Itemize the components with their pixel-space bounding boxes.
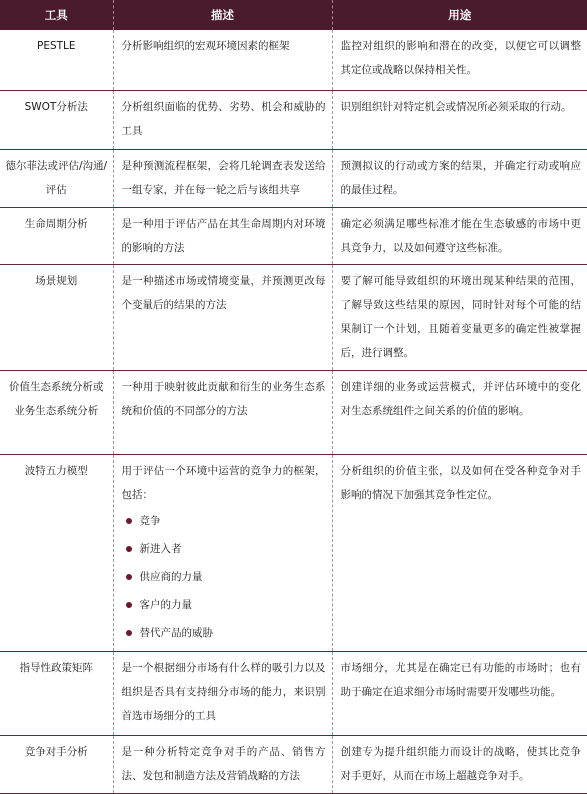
tool-cell: 指导性政策矩阵 bbox=[0, 651, 113, 735]
list-item bbox=[122, 507, 326, 535]
description-cell bbox=[113, 454, 332, 651]
header-usage: 用途 bbox=[332, 0, 587, 30]
list-item-label: 新进入者 bbox=[139, 542, 182, 555]
table-row bbox=[0, 735, 587, 793]
tool-cell: 生命周期分析 bbox=[0, 207, 113, 264]
usage-cell: 预测拟议的行动或方案的结果，并确定行动或响应的最佳过程。 bbox=[332, 149, 587, 207]
usage-cell: 要了解可能导致组织的环境出现某种结果的范围，了解导致这些结果的原因，同时针对每个可能的结果制订一个计划，且随着变量更多的确定性被掌握后，进行调整。 bbox=[332, 264, 587, 370]
table-row bbox=[0, 90, 587, 149]
description-cell: 一种用于映射彼此贡献和衍生的业务生态系统和价值的不同部分的方法 bbox=[113, 370, 332, 454]
table-row bbox=[0, 651, 587, 735]
description-cell: 是种预测流程框架，会将几轮调查表发送给一组专家，并在每一轮之后与该组共享 bbox=[113, 149, 332, 207]
usage-cell: 创建专为提升组织能力而设计的战略，使其比竞争对手更好，从而在市场上超越竞争对手。 bbox=[332, 735, 587, 793]
usage-cell: 确定必须满足哪些标准才能在生态敏感的市场中更具竞争力，以及如何遵守这些标准。 bbox=[332, 207, 587, 264]
table-row bbox=[0, 149, 587, 207]
header-tool: 工具 bbox=[0, 0, 113, 30]
bullet-icon bbox=[126, 546, 132, 552]
table-row bbox=[0, 370, 587, 454]
tool-cell: 价值生态系统分析或业务生态系统分析 bbox=[0, 370, 113, 454]
bullet-icon bbox=[126, 602, 132, 608]
description-cell: 是一个根据细分市场有什么样的吸引力以及组织是否具有支持细分市场的能力，来识别首选市场细分的工具 bbox=[113, 651, 332, 735]
tool-cell: PESTLE bbox=[0, 30, 113, 90]
description-cell: 是一种分析特定竞争对手的产品、销售方法、发包和制造方法及营销战略的方法 bbox=[113, 735, 332, 793]
table-row bbox=[0, 207, 587, 264]
list-item bbox=[122, 563, 326, 591]
list-item-label: 竞争 bbox=[139, 514, 161, 527]
list-item-label: 客户的力量 bbox=[139, 598, 192, 611]
bullet-icon bbox=[126, 518, 132, 524]
usage-cell: 监控对组织的影响和潜在的改变，以便它可以调整其定位或战略以保持相关性。 bbox=[332, 30, 587, 90]
description-cell: 分析影响组织的宏观环境因素的框架 bbox=[113, 30, 332, 90]
table-row bbox=[0, 264, 587, 370]
description-cell: 是一种用于评估产品在其生命周期内对环境的影响的方法 bbox=[113, 207, 332, 264]
usage-cell: 分析组织的价值主张，以及如何在受各种竞争对手影响的情况下加强其竞争性定位。 bbox=[332, 454, 587, 651]
usage-cell: 市场细分，尤其是在确定已有功能的市场时；也有助于确定在追求细分市场时需要开发哪些功能。 bbox=[332, 651, 587, 735]
usage-cell: 识别组织针对特定机会或情况所必须采取的行动。 bbox=[332, 90, 587, 149]
table-row bbox=[0, 30, 587, 90]
list-item bbox=[122, 535, 326, 563]
list-item bbox=[122, 619, 326, 647]
usage-cell: 创建详细的业务或运营模式，并评估环境中的变化对生态系统组件之间关系的价值的影响。 bbox=[332, 370, 587, 454]
list-item bbox=[122, 591, 326, 619]
table-header-row bbox=[0, 0, 587, 30]
list-item-label: 供应商的力量 bbox=[139, 570, 203, 583]
tool-cell: SWOT分析法 bbox=[0, 90, 113, 149]
table-row bbox=[0, 454, 587, 651]
bullet-list bbox=[122, 507, 326, 647]
header-description: 描述 bbox=[113, 0, 332, 30]
description-text: 用于评估一个环境中运营的竞争力的框架，包括： bbox=[121, 464, 326, 501]
list-item-label: 替代产品的威胁 bbox=[139, 626, 213, 639]
tool-cell: 德尔菲法或评估/沟通/评估 bbox=[0, 149, 113, 207]
bullet-icon bbox=[126, 630, 132, 636]
tool-cell: 场景规划 bbox=[0, 264, 113, 370]
description-cell: 分析组织面临的优势、劣势、机会和威胁的工具 bbox=[113, 90, 332, 149]
bullet-icon bbox=[126, 574, 132, 580]
tool-cell: 波特五力模型 bbox=[0, 454, 113, 651]
tool-cell: 竞争对手分析 bbox=[0, 735, 113, 793]
description-cell: 是一种描述市场或情境变量，并预测更改每个变量后的结果的方法 bbox=[113, 264, 332, 370]
